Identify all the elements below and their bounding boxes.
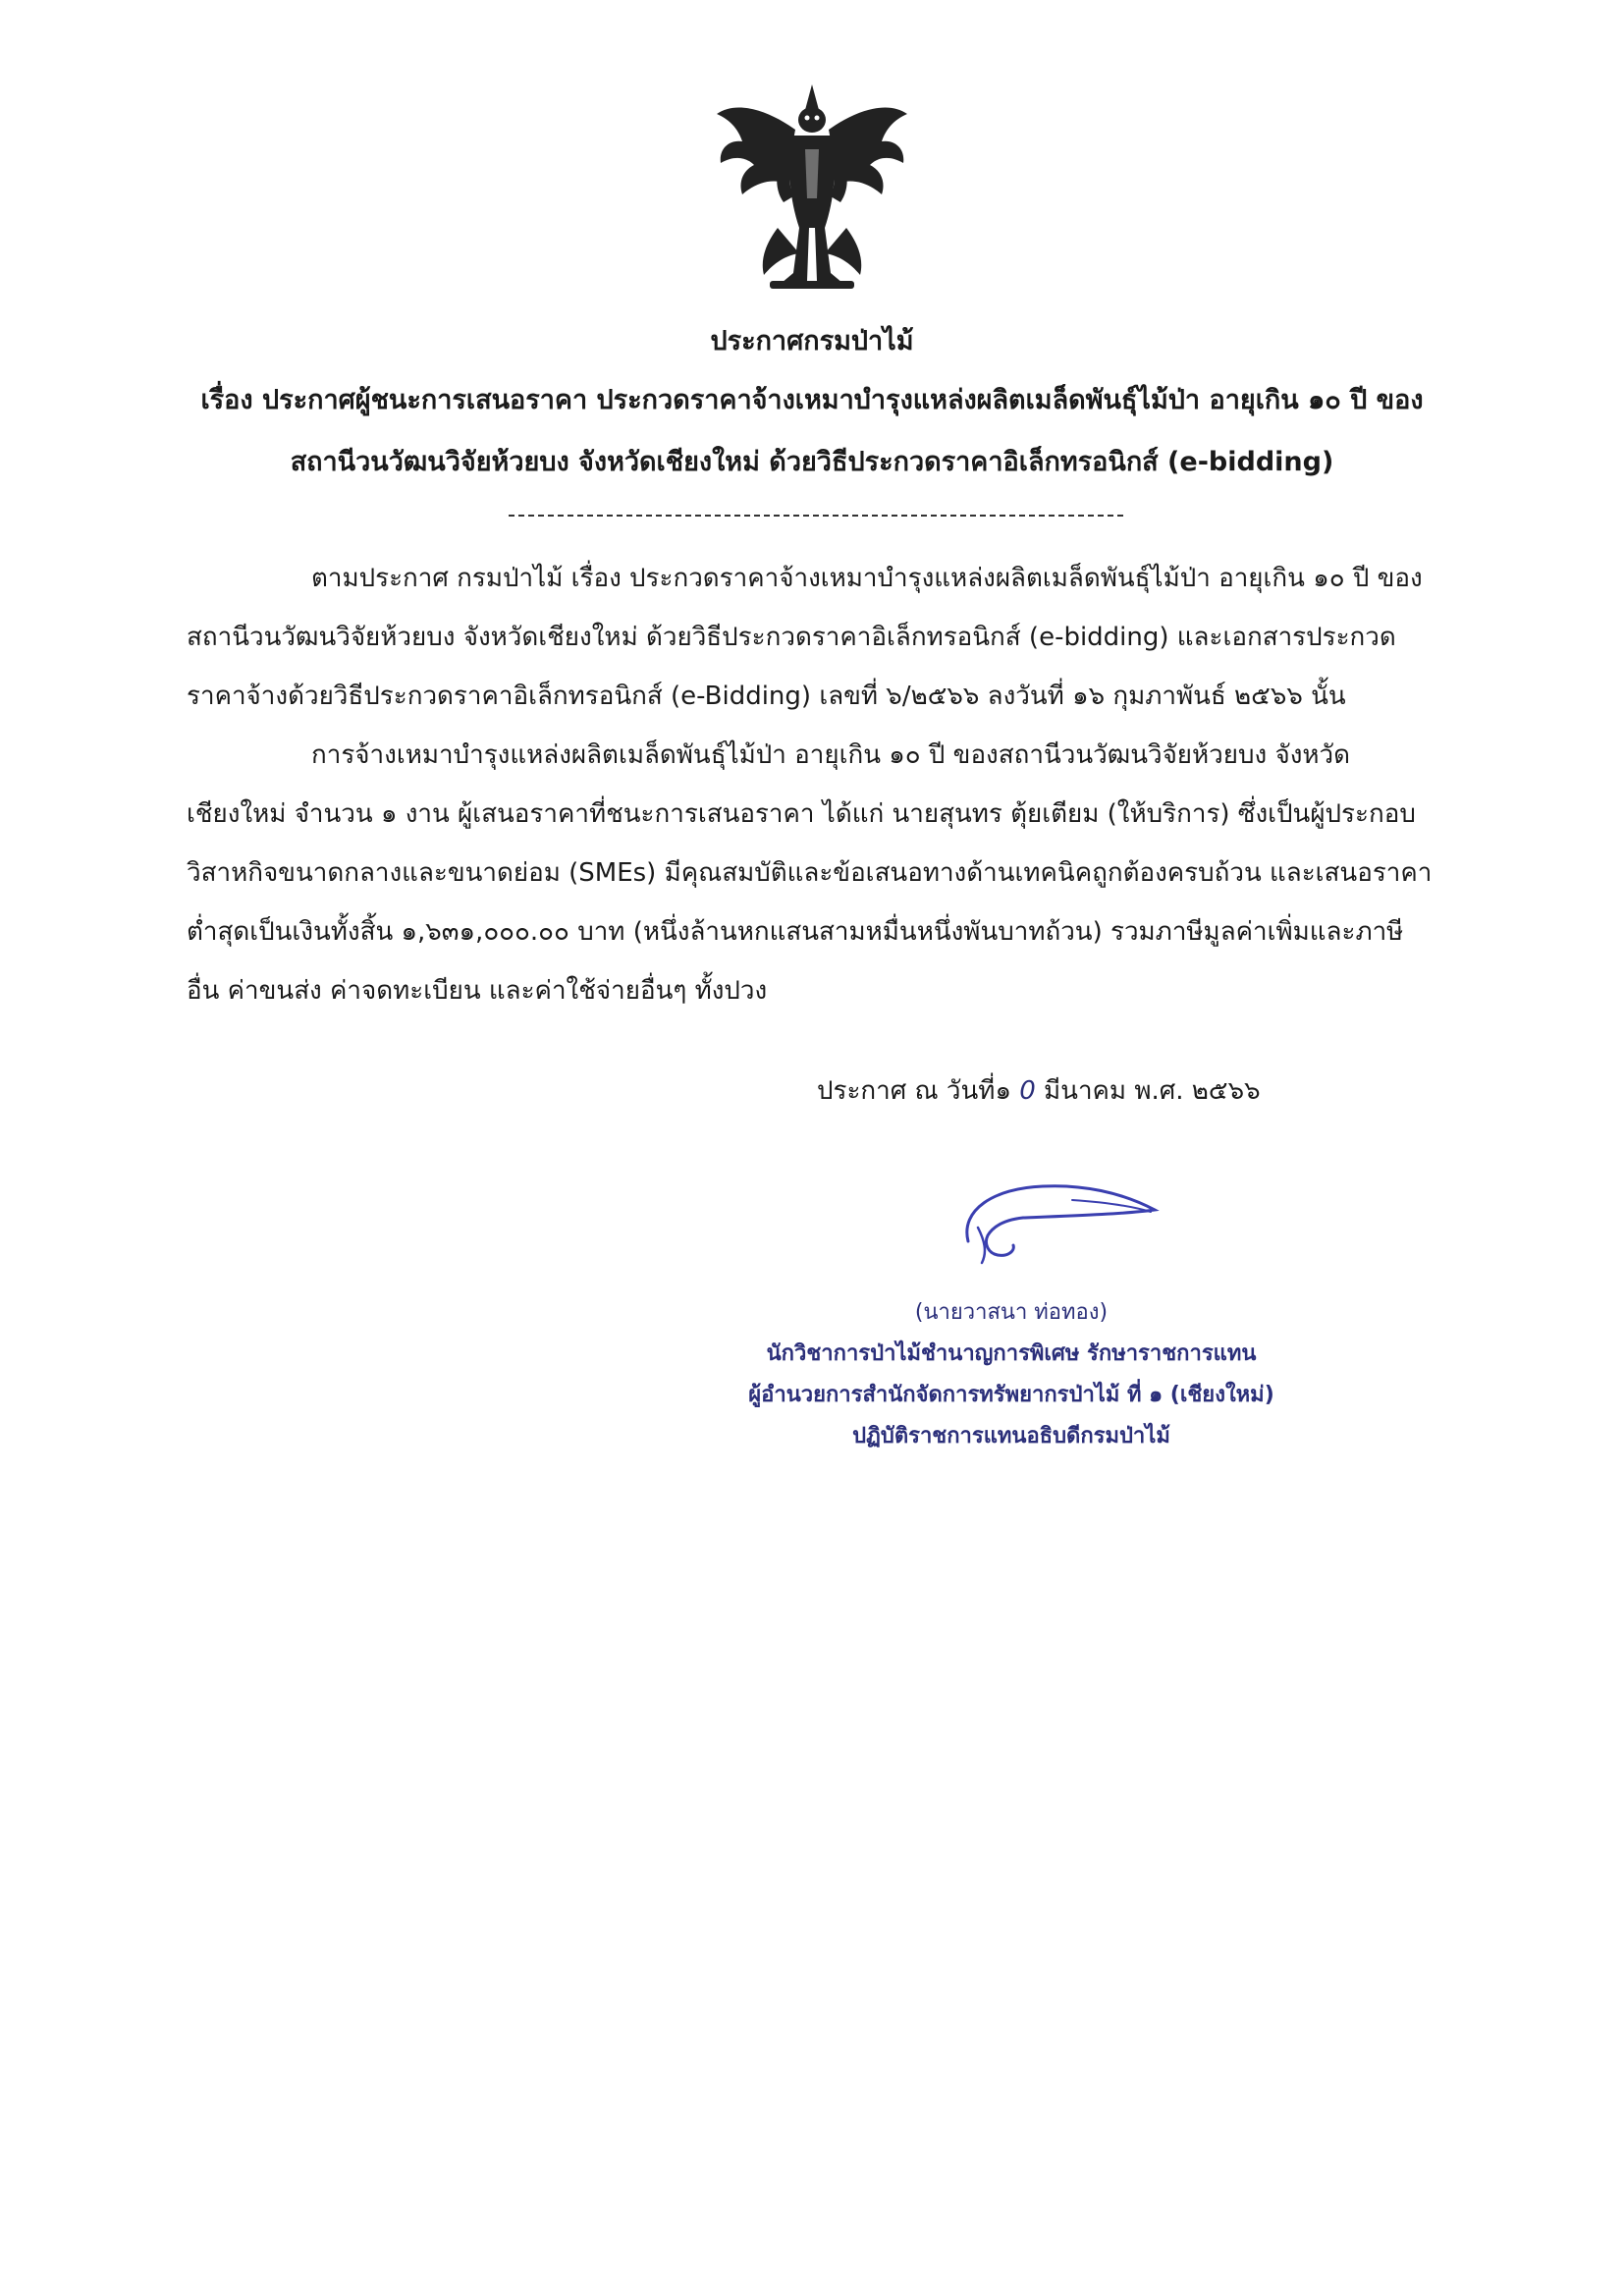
para1-line-1: ตามประกาศ กรมป่าไม้ เรื่อง ประกวดราคาจ้างเหมาบำรุงแหล่งผลิตเมล็ดพันธุ์ไม้ป่า อายุเกิน ๑๐ ปี ของ xyxy=(311,564,1423,593)
para2-line-3: วิสาหกิจขนาดกลางและขนาดย่อม (SMEs) มีคุณสมบัติและข้อเสนอทางด้านเทคนิคถูกต้องครบถ้วน และเสนอราคา xyxy=(187,858,1433,888)
subject-line-2: สถานีวนวัฒนวิจัยห้วยบง จังหวัดเชียงใหม่ ด้วยวิธีประกวดราคาอิเล็กทรอนิกส์ (e-bidding) xyxy=(290,447,1334,477)
garuda-emblem-icon xyxy=(709,81,915,292)
date-suffix: มีนาคม พ.ศ. ๒๕๖๖ xyxy=(1044,1076,1261,1106)
announcement-date xyxy=(817,1070,1261,1111)
signer-position-3: ปฏิบัติราชการแทนอธิบดีกรมป่าไม้ xyxy=(852,1424,1170,1449)
signer-position-1: นักวิชาการป่าไม้ชำนาญการพิเศษ รักษาราชการแทน xyxy=(766,1341,1257,1366)
para2-line-4: ต่ำสุดเป็นเงินทั้งสิ้น ๑,๖๓๑,๐๐๐.๐๐ บาท (หนึ่งล้านหกแสนสามหมื่นหนึ่งพันบาทถ้วน) รวมภาษีมูลค่าเพิ่มและภาษี xyxy=(187,917,1404,947)
handwritten-day: 0 xyxy=(1019,1076,1036,1106)
para2-line-1: การจ้างเหมาบำรุงแหล่งผลิตเมล็ดพันธุ์ไม้ป่า อายุเกิน ๑๐ ปี ของสถานีวนวัฒนวิจัยห้วยบง จังหวัด xyxy=(311,740,1351,770)
para2-line-2: เชียงใหม่ จำนวน ๑ งาน ผู้เสนอราคาที่ชนะการเสนอราคา ได้แก่ นายสุนทร ตุ้ยเตียม (ให้บริการ) ซึ่งเป็นผู้ประกอบ xyxy=(187,799,1416,829)
signer-position-2: ผู้อำนวยการสำนักจัดการทรัพยากรป่าไม้ ที่ ๑ (เชียงใหม่) xyxy=(748,1383,1274,1407)
subject-line-1: เรื่อง ประกาศผู้ชนะการเสนอราคา ประกวดราคาจ้างเหมาบำรุงแหล่งผลิตเมล็ดพันธุ์ไม้ป่า อายุเกิน ๑๐ ปี ของ xyxy=(200,385,1424,415)
para2-line-5: อื่น ค่าขนส่ง ค่าจดทะเบียน และค่าใช้จ่ายอื่นๆ ทั้งปวง xyxy=(187,976,768,1006)
para1-line-2: สถานีวนวัฒนวิจัยห้วยบง จังหวัดเชียงใหม่ ด้วยวิธีประกวดราคาอิเล็กทรอนิกส์ (e-bidding) และเอกสารประกวด xyxy=(187,623,1396,652)
signer-name: (นายวาสนา ท่อทอง) xyxy=(914,1300,1109,1325)
handwritten-signature xyxy=(954,1171,1161,1274)
document-title: ประกาศกรมป่าไม้ xyxy=(710,326,914,356)
date-prefix: ประกาศ ณ วันที่๑ xyxy=(817,1076,1011,1106)
divider-rule xyxy=(509,515,1123,517)
para1-line-3: ราคาจ้างด้วยวิธีประกวดราคาอิเล็กทรอนิกส์ (e-Bidding) เลขที่ ๖/๒๕๖๖ ลงวันที่ ๑๖ กุมภาพันธ์ ๒๕๖๖ นั้น xyxy=(187,682,1346,711)
